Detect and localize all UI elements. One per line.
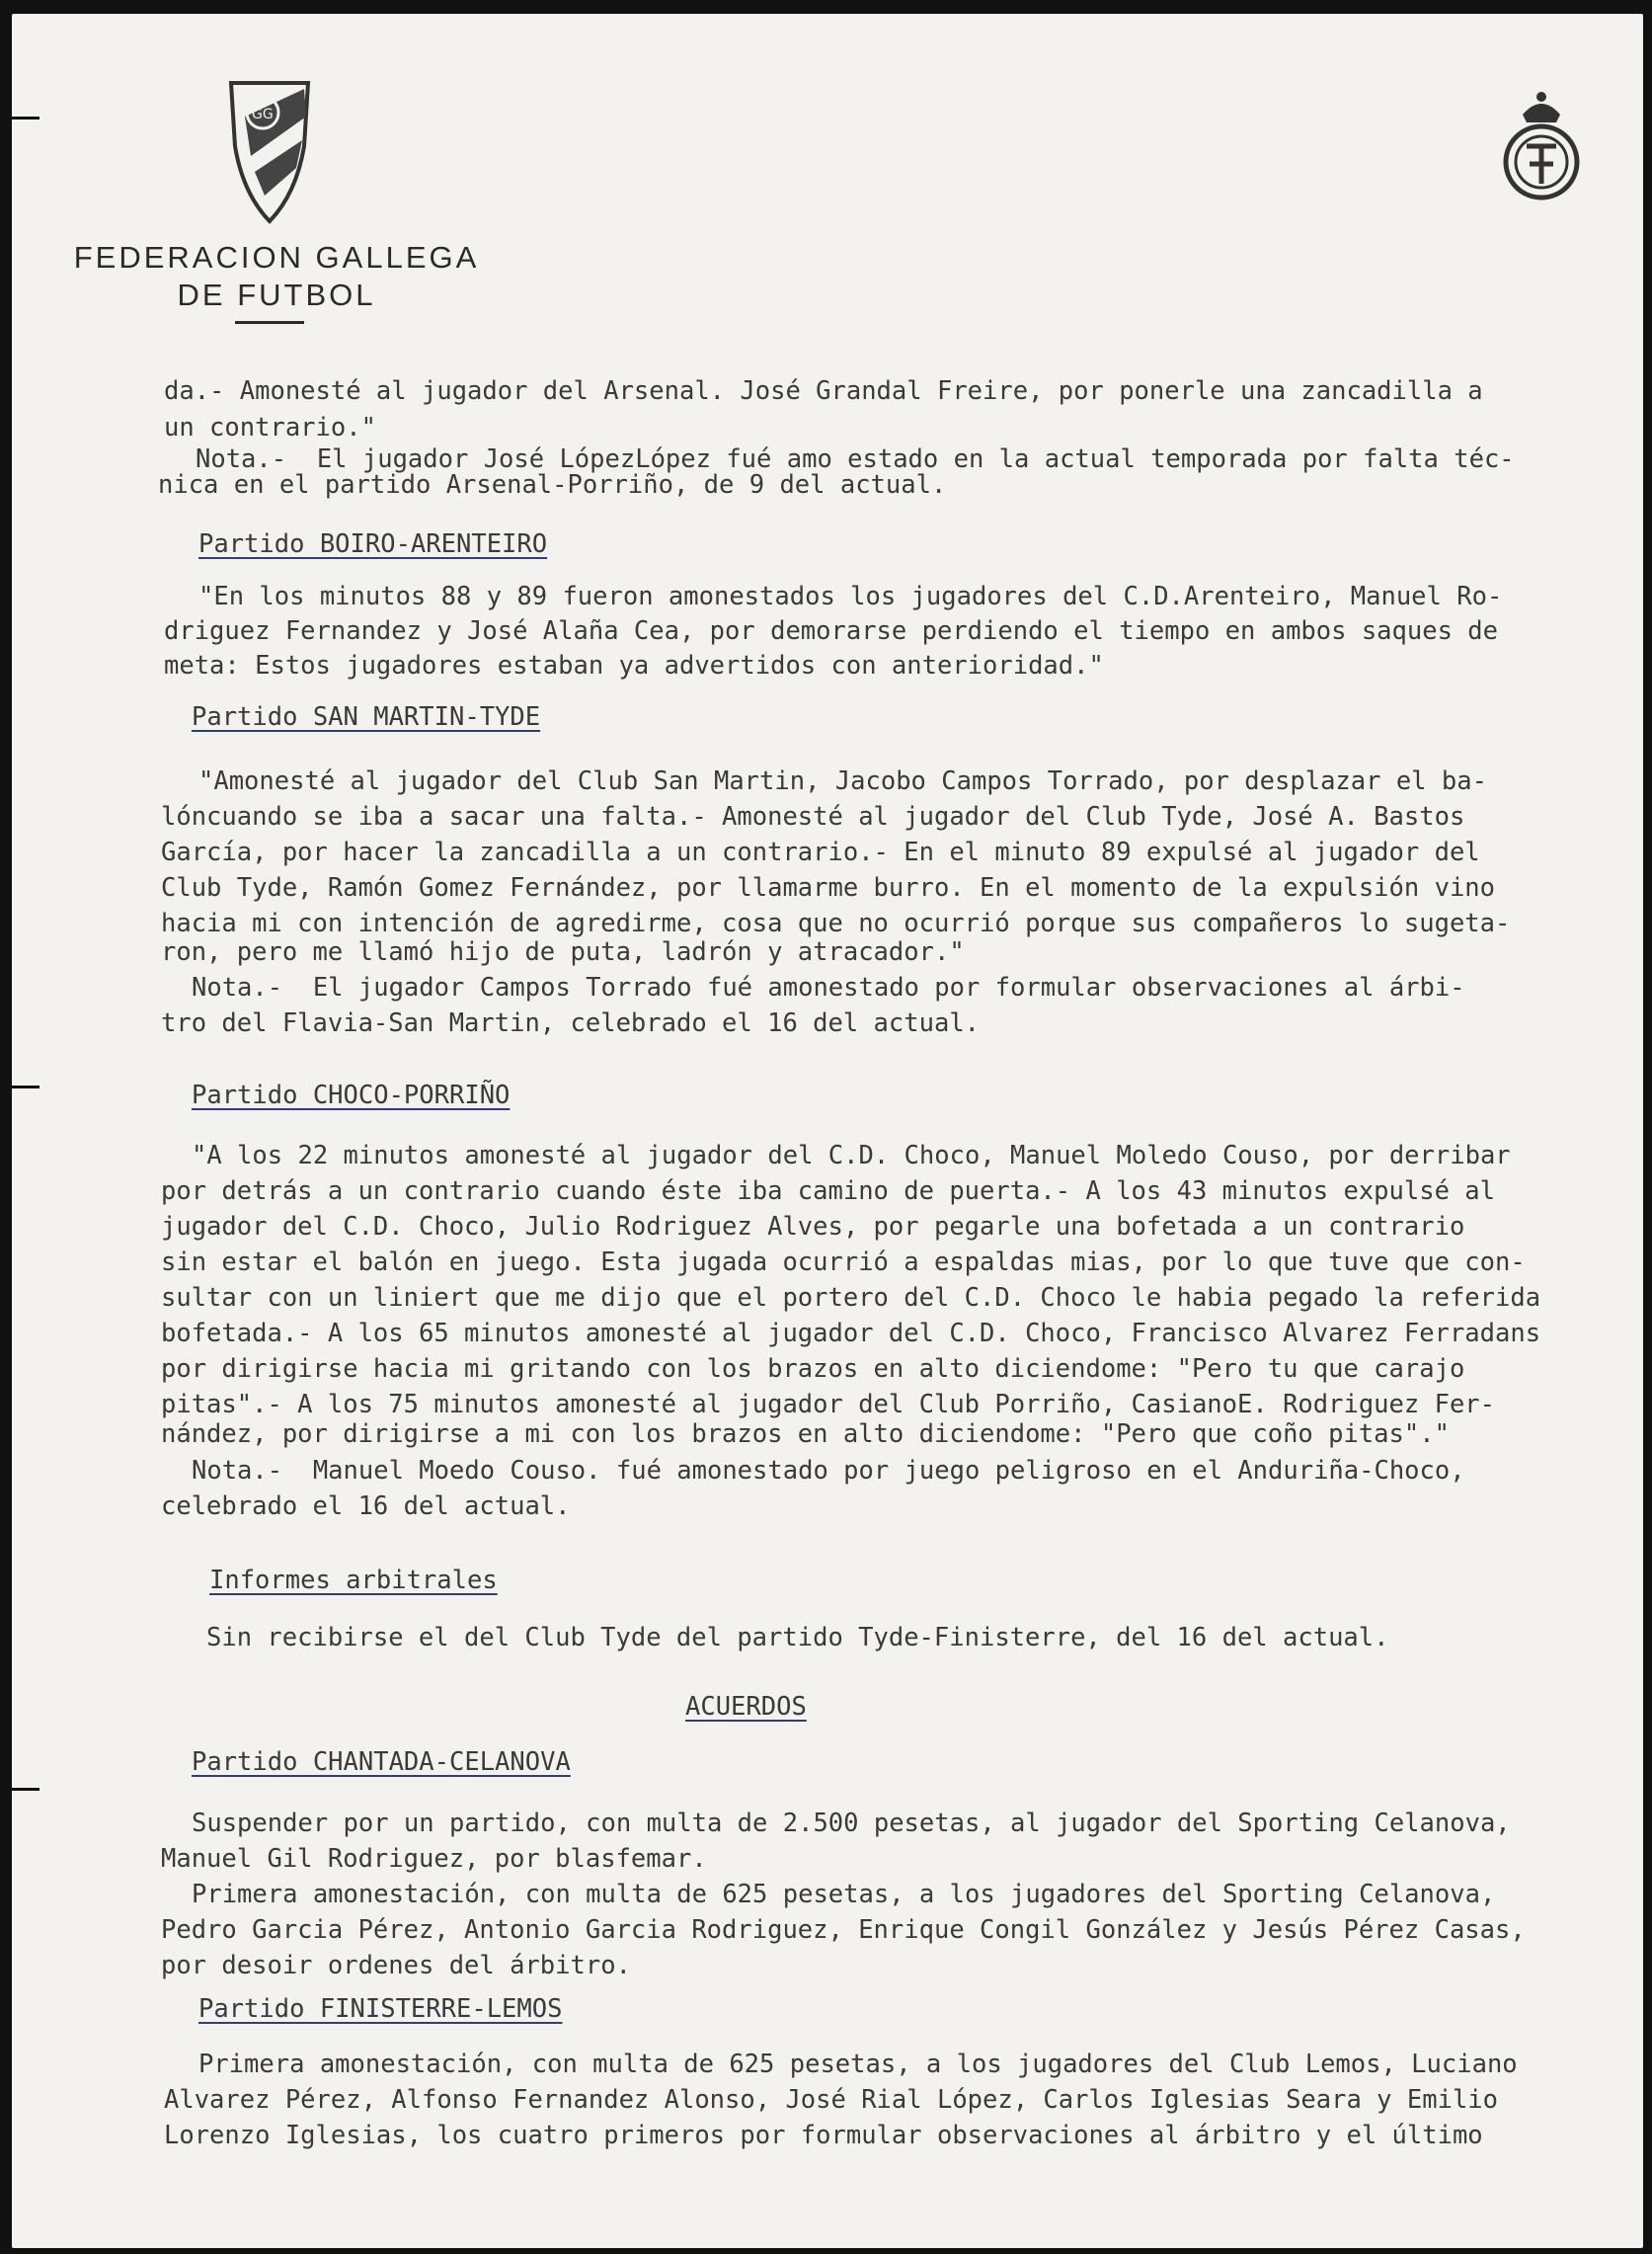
punch-mark	[0, 1788, 39, 1791]
text-line: Manuel Gil Rodriguez, por blasfemar.	[161, 1844, 707, 1874]
text-line: por detrás a un contrario cuando éste iba camino de puerta.- A los 43 minutos expulsé al	[161, 1176, 1496, 1206]
text-line: Sin recibirse el del Club Tyde del partido Tyde-Finisterre, del 16 del actual.	[206, 1623, 1389, 1652]
text-line: por desoir ordenes del árbitro.	[161, 1951, 631, 1980]
heading-finisterre-lemos: Partido FINISTERRE-LEMOS	[198, 1994, 563, 2024]
text-line: tro del Flavia-San Martin, celebrado el 16 del actual.	[161, 1008, 981, 1038]
text-line: "A los 22 minutos amonesté al jugador del C.D. Choco, Manuel Moledo Couso, por derribar	[192, 1141, 1511, 1170]
text-line: "Amonesté al jugador del Club San Martin, Jacobo Campos Torrado, por desplazar el ba-	[198, 766, 1487, 796]
heading-boiro-arenteiro: Partido BOIRO-ARENTEIRO	[198, 529, 548, 559]
text-line: "En los minutos 88 y 89 fueron amonestados los jugadores del C.D.Arenteiro, Manuel Ro-	[198, 582, 1503, 611]
text-line: Lorenzo Iglesias, los cuatro primeros por formular observaciones al árbitro y el último	[164, 2121, 1483, 2150]
text-line: da.- Amonesté al jugador del Arsenal. José Grandal Freire, por ponerle una zancadilla a	[164, 376, 1483, 406]
text-line: Pedro Garcia Pérez, Antonio Garcia Rodriguez, Enrique Congil González y Jesús Pérez Casas,	[161, 1915, 1526, 1945]
text-line: lóncuando se iba a sacar una falta.- Amonesté al jugador del Club Tyde, José A. Bastos	[161, 802, 1465, 832]
text-line: meta: Estos jugadores estaban ya advertidos con anterioridad."	[164, 651, 1104, 681]
text-line: ron, pero me llamó hijo de puta, ladrón y atracador."	[161, 937, 965, 967]
text-line: bofetada.- A los 65 minutos amonesté al jugador del C.D. Choco, Francisco Alvarez Ferradans	[161, 1319, 1541, 1348]
org-line-2: DE FUTBOL	[177, 278, 376, 312]
text-line: jugador del C.D. Choco, Julio Rodriguez Alves, por pegarle una bofetada a un contrario	[161, 1212, 1465, 1242]
text-line: García, por hacer la zancadilla a un contrario.- En el minuto 89 expulsé al jugador del	[161, 838, 1480, 867]
org-line-1: FEDERACION GALLEGA	[73, 240, 480, 275]
text-line: Nota.- Manuel Moedo Couso. fué amonestado por juego peligroso en el Anduriña-Choco,	[192, 1456, 1465, 1486]
heading-choco-porrino: Partido CHOCO-PORRIÑO	[192, 1081, 511, 1110]
heading-san-martin-tyde: Partido SAN MARTIN-TYDE	[192, 702, 541, 732]
text-line: driguez Fernandez y José Alaña Cea, por demorarse perdiendo el tiempo en ambos saques de	[164, 616, 1499, 646]
text-line: Club Tyde, Ramón Gomez Fernández, por llamarme burro. En el momento de la expulsión vino	[161, 873, 1496, 903]
text-line: nica en el partido Arsenal-Porriño, de 9 del actual.	[158, 470, 947, 500]
text-line: sin estar el balón en juego. Esta jugada ocurrió a espaldas mias, por lo que tuve que con-	[161, 1248, 1526, 1277]
svg-text:GG: GG	[252, 107, 274, 122]
text-line: sultar con un liniert que me dijo que el portero del C.D. Choco le habia pegado la referida	[161, 1283, 1541, 1313]
heading-informes-arbitrales: Informes arbitrales	[209, 1566, 498, 1595]
text-line: Primera amonestación, con multa de 625 pesetas, a los jugadores del Club Lemos, Luciano	[198, 2050, 1518, 2079]
text-line: Suspender por un partido, con multa de 2.500 pesetas, al jugador del Sporting Celanova,	[192, 1809, 1511, 1838]
crown-crest-logo	[1497, 87, 1586, 203]
text-line: celebrado el 16 del actual.	[161, 1491, 571, 1521]
heading-chantada-celanova: Partido CHANTADA-CELANOVA	[192, 1747, 571, 1777]
heading-acuerdos: ACUERDOS	[685, 1692, 807, 1722]
text-line: pitas".- A los 75 minutos amonesté al jugador del Club Porriño, CasianoE. Rodriguez Fer-	[161, 1390, 1496, 1419]
text-line: Primera amonestación, con multa de 625 pesetas, a los jugadores del Sporting Celanova,	[192, 1880, 1496, 1909]
text-line: nández, por dirigirse a mi con los brazos en alto diciendome: "Pero que coño pitas"."	[161, 1419, 1450, 1449]
text-line: un contrario."	[164, 413, 376, 443]
text-line: hacia mi con intención de agredirme, cosa que no ocurrió porque sus compañeros lo sugeta-	[161, 909, 1511, 938]
text-line: Nota.- El jugador José LópezLópez fué amo estado en la actual temporada por falta téc-	[196, 444, 1515, 474]
text-line: por dirigirse hacia mi gritando con los brazos en alto diciendome: "Pero tu que carajo	[161, 1354, 1465, 1384]
text-line: Nota.- El jugador Campos Torrado fué amonestado por formular observaciones al árbi-	[192, 973, 1465, 1003]
text-line: Alvarez Pérez, Alfonso Fernandez Alonso, José Rial López, Carlos Iglesias Seara y Emilio	[164, 2085, 1499, 2115]
